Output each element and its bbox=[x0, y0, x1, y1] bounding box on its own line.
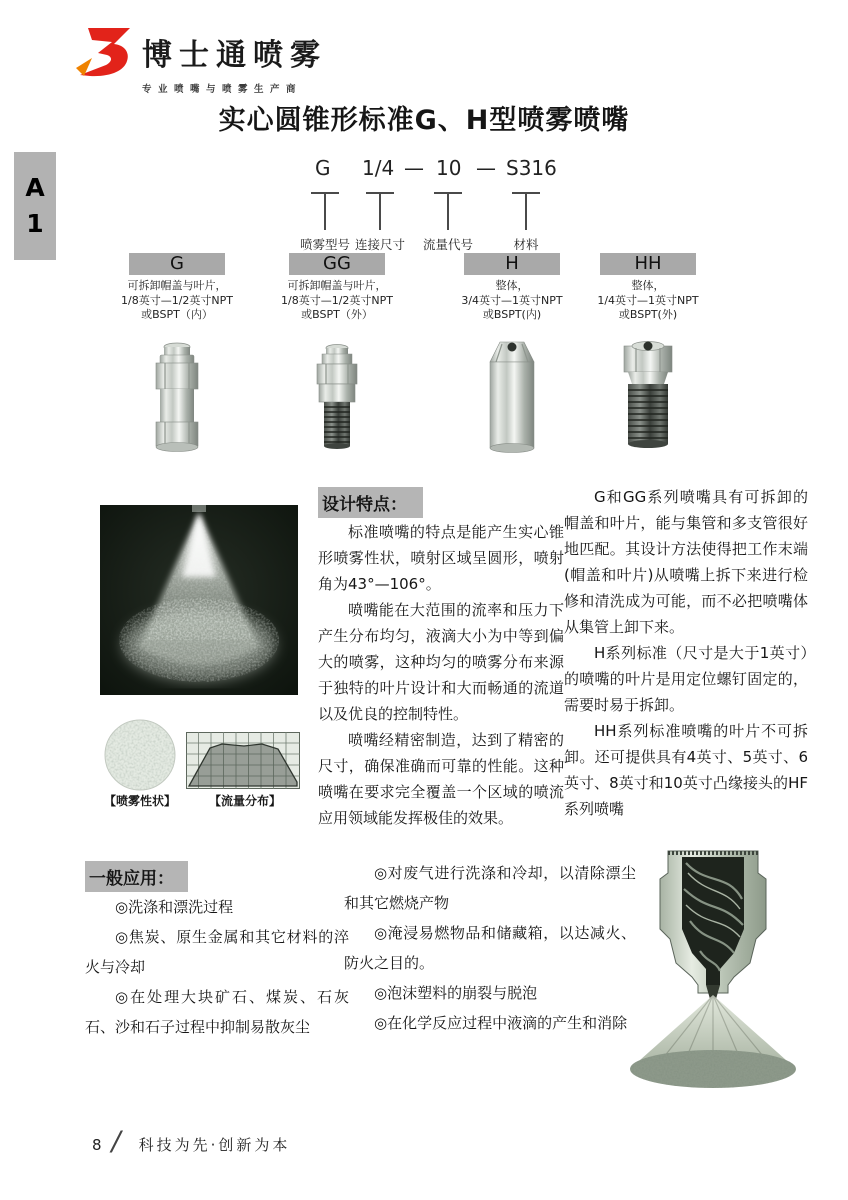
series-header-gg: GG bbox=[289, 253, 385, 275]
model-label-material: 材料 bbox=[513, 237, 539, 252]
footer-slogan: 科技为先·创新为本 bbox=[138, 1136, 291, 1154]
nozzle-photo-gg bbox=[309, 340, 365, 456]
cutaway-nozzle-image bbox=[616, 843, 812, 1091]
series-desc-h bbox=[437, 279, 587, 323]
nozzle-photo-h bbox=[484, 340, 540, 456]
model-label-flow: 流量代号 bbox=[422, 237, 473, 252]
connector-line bbox=[379, 194, 381, 230]
page-title: 实心圆锥形标准G、H型喷雾喷嘴 bbox=[218, 105, 630, 136]
series-note-paragraph: HH系列标准喷嘴的叶片不可拆卸。还可提供具有4英寸、5英寸、6英寸、8英寸和10英寸凸缘接头的HF系列喷嘴 bbox=[564, 722, 808, 818]
nozzle-photo-hh bbox=[619, 340, 677, 456]
brand-tagline: 专业喷嘴与喷雾生产商 bbox=[142, 84, 303, 95]
footer-page-number: 8 bbox=[92, 1136, 102, 1154]
caption-flow-distribution: 【流量分布】 bbox=[208, 794, 281, 808]
model-label-size: 连接尺寸 bbox=[354, 237, 405, 252]
series-desc-line: 整体， bbox=[495, 279, 529, 292]
model-code-flow: 10 bbox=[436, 156, 462, 180]
series-desc-line: 3/4英寸—1英寸NPT bbox=[461, 293, 563, 307]
model-label-type: 喷雾型号 bbox=[299, 237, 350, 252]
series-desc-line: 或BSPT（内） bbox=[141, 308, 213, 321]
series-column-h bbox=[437, 253, 587, 323]
applications-right-column bbox=[344, 858, 636, 1038]
spray-pattern-photo bbox=[100, 505, 298, 695]
model-code-connector bbox=[484, 192, 568, 253]
series-desc-line: 或BSPT(内) bbox=[482, 308, 542, 321]
series-desc-line: 整体， bbox=[631, 279, 665, 292]
series-desc-hh bbox=[573, 279, 723, 323]
section-tab-number: 1 bbox=[26, 209, 44, 238]
footer-slash: / bbox=[111, 1126, 121, 1157]
page-footer bbox=[92, 1126, 290, 1157]
connector-line bbox=[447, 194, 449, 230]
design-features-text bbox=[318, 519, 564, 831]
model-code-material: S316 bbox=[506, 156, 557, 180]
series-desc-line: 可拆卸帽盖与叶片， bbox=[127, 279, 227, 292]
connector-line bbox=[525, 194, 527, 230]
series-desc-line: 或BSPT(外) bbox=[618, 308, 678, 321]
section-tab-letter: A bbox=[25, 173, 45, 202]
flow-distribution-image bbox=[186, 732, 300, 789]
design-paragraph: 喷嘴经精密制造，达到了精密的尺寸，确保准确而可靠的性能。这种喷嘴在要求完全覆盖一个区域的喷流应用领域能发挥极佳的效果。 bbox=[318, 731, 564, 827]
series-column-gg bbox=[262, 253, 412, 323]
series-desc-gg bbox=[262, 279, 412, 323]
series-desc-line: 1/4英寸—1英寸NPT bbox=[597, 293, 699, 307]
application-item: ◎在处理大块矿石、煤炭、石灰石、沙和石子过程中抑制易散灰尘 bbox=[85, 988, 349, 1036]
nozzle-photo-g bbox=[149, 340, 205, 456]
application-item: ◎在化学反应过程中液滴的产生和消除 bbox=[374, 1014, 628, 1032]
series-note-paragraph: H系列标准（尺寸是大于1英寸）的喷嘴的叶片是用定位螺钉固定的，需要时易于拆卸。 bbox=[564, 644, 808, 714]
series-header-h: H bbox=[464, 253, 560, 275]
application-item: ◎洗涤和漂洗过程 bbox=[115, 898, 234, 916]
application-item: ◎焦炭、原生金属和其它材料的淬火与冷却 bbox=[85, 928, 349, 976]
series-column-hh bbox=[573, 253, 723, 323]
connector-line bbox=[324, 194, 326, 230]
brand-block bbox=[142, 30, 327, 95]
series-note-paragraph: G和GG系列喷嘴具有可拆卸的帽盖和叶片，能与集管和多支管很好地匹配。其设计方法使得把工作末端(帽盖和叶片)从喷嘴上拆下来进行检修和清洗成为可能，而不必把喷嘴体从集管上卸下来。 bbox=[564, 488, 808, 636]
design-paragraph: 标准喷嘴的特点是能产生实心锥形喷雾性状，喷射区域呈圆形，喷射角为43°—106°。 bbox=[318, 523, 564, 593]
series-notes-text bbox=[564, 484, 808, 822]
spray-shape-image bbox=[104, 719, 176, 791]
series-desc-line: 可拆卸帽盖与叶片， bbox=[287, 279, 387, 292]
caption-spray-shape: 【喷雾性状】 bbox=[103, 794, 176, 808]
model-code-dash: — bbox=[404, 156, 424, 180]
applications-left-column bbox=[85, 892, 349, 1042]
series-column-g bbox=[102, 253, 252, 323]
design-paragraph: 喷嘴能在大范围的流率和压力下产生分布均匀，液滴大小为中等到偏大的喷雾，这种均匀的喷雾分布来源于独特的叶片设计和大而畅通的流道以及优良的控制特性。 bbox=[318, 601, 564, 723]
design-features-heading: 设计特点： bbox=[318, 487, 423, 518]
series-header-hh: HH bbox=[600, 253, 696, 275]
series-desc-line: 或BSPT（外） bbox=[301, 308, 373, 321]
series-header-g: G bbox=[129, 253, 225, 275]
series-desc-line: 1/8英寸—1/2英寸NPT bbox=[121, 293, 233, 307]
series-desc-g bbox=[102, 279, 252, 323]
brand-name: 博士通喷雾 bbox=[142, 38, 327, 73]
applications-heading: 一般应用： bbox=[85, 861, 188, 892]
model-code-size: 1/4 bbox=[362, 156, 395, 180]
brand-logo-icon bbox=[72, 22, 136, 82]
application-item: ◎泡沫塑料的崩裂与脱泡 bbox=[374, 984, 538, 1002]
application-item: ◎淹浸易燃物品和储藏箱，以达减火、防火之目的。 bbox=[344, 924, 636, 972]
series-desc-line: 1/8英寸—1/2英寸NPT bbox=[281, 293, 393, 307]
model-code-dash2: — bbox=[476, 156, 496, 180]
application-item: ◎对废气进行洗涤和冷却，以清除漂尘和其它燃烧产物 bbox=[344, 864, 636, 912]
model-code-series: G bbox=[315, 156, 331, 180]
section-tab-a1 bbox=[14, 152, 56, 260]
model-code-connector bbox=[406, 192, 490, 253]
